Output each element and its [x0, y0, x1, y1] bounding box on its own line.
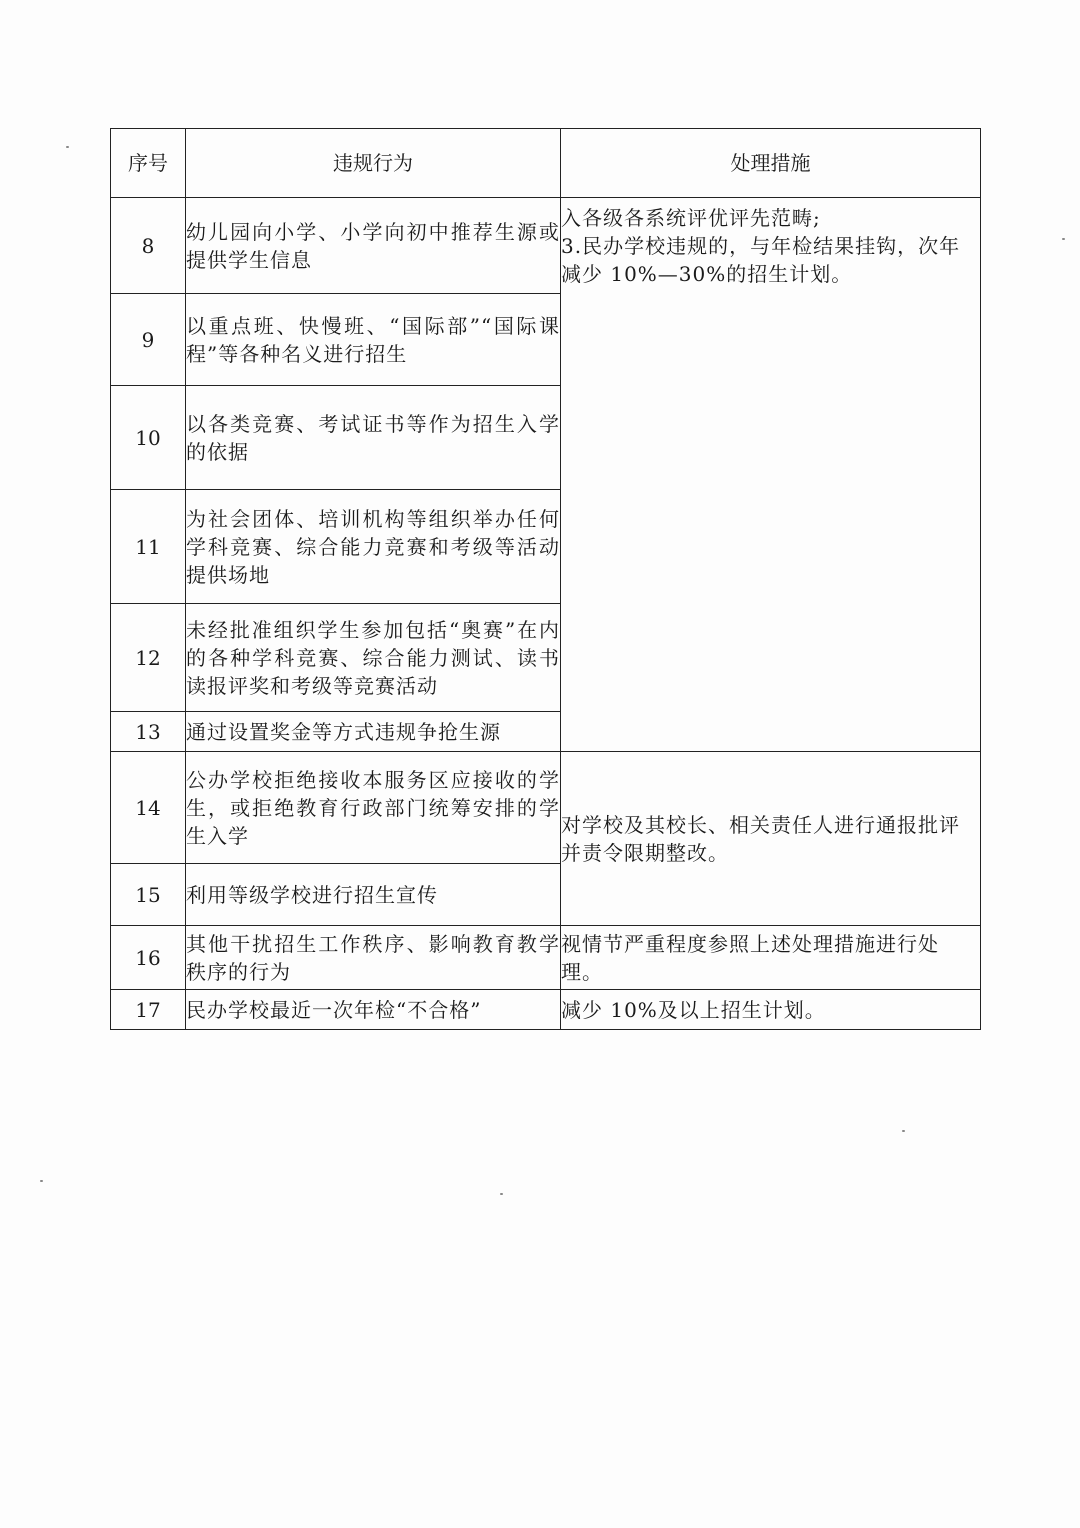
row-number: 10 [111, 386, 186, 490]
row-number: 16 [111, 926, 186, 990]
table-row [111, 990, 981, 1030]
violation-text: 其他干扰招生工作秩序、影响教育教学秩序的行为 [186, 926, 561, 990]
scan-speck [40, 1180, 43, 1182]
row-number: 11 [111, 490, 186, 604]
violation-text: 利用等级学校进行招生宣传 [186, 864, 561, 926]
table-row [111, 198, 981, 294]
violations-table [110, 128, 981, 1030]
header-measure: 处理措施 [561, 129, 981, 198]
measure-line: 3.民办学校违规的，与年检结果挂钩，次年减少 10%—30%的招生计划。 [561, 234, 961, 286]
scan-speck [1062, 238, 1065, 240]
measure-cell-14-15: 对学校及其校长、相关责任人进行通报批评并责令限期整改。 [561, 752, 981, 926]
table-row [111, 752, 981, 864]
scan-speck [66, 146, 69, 148]
table-row [111, 926, 981, 990]
row-number: 15 [111, 864, 186, 926]
scan-speck [902, 1130, 905, 1132]
violation-text: 以重点班、快慢班、“国际部”“国际课程”等各种名义进行招生 [186, 294, 561, 386]
header-no: 序号 [111, 129, 186, 198]
violation-text: 未经批准组织学生参加包括“奥赛”在内的各种学科竞赛、综合能力测试、读书读报评奖和考级等竞赛活动 [186, 604, 561, 712]
row-number: 12 [111, 604, 186, 712]
violation-text: 幼儿园向小学、小学向初中推荐生源或提供学生信息 [186, 198, 561, 294]
violation-text: 为社会团体、培训机构等组织举办任何学科竞赛、综合能力竞赛和考级等活动提供场地 [186, 490, 561, 604]
row-number: 9 [111, 294, 186, 386]
violation-text: 民办学校最近一次年检“不合格” [186, 990, 561, 1030]
row-number: 17 [111, 990, 186, 1030]
header-action: 违规行为 [186, 129, 561, 198]
measure-cell-16: 视情节严重程度参照上述处理措施进行处理。 [561, 926, 981, 990]
violation-text: 以各类竞赛、考试证书等作为招生入学的依据 [186, 386, 561, 490]
measure-cell-8-13 [561, 198, 981, 752]
scan-speck [500, 1193, 503, 1195]
violation-text: 公办学校拒绝接收本服务区应接收的学生，或拒绝教育行政部门统筹安排的学生入学 [186, 752, 561, 864]
measure-line: 入各级各系统评优评先范畴; [561, 206, 821, 230]
table-header-row [111, 129, 981, 198]
row-number: 14 [111, 752, 186, 864]
row-number: 13 [111, 712, 186, 752]
violation-text: 通过设置奖金等方式违规争抢生源 [186, 712, 561, 752]
row-number: 8 [111, 198, 186, 294]
measure-cell-17: 减少 10%及以上招生计划。 [561, 990, 981, 1030]
